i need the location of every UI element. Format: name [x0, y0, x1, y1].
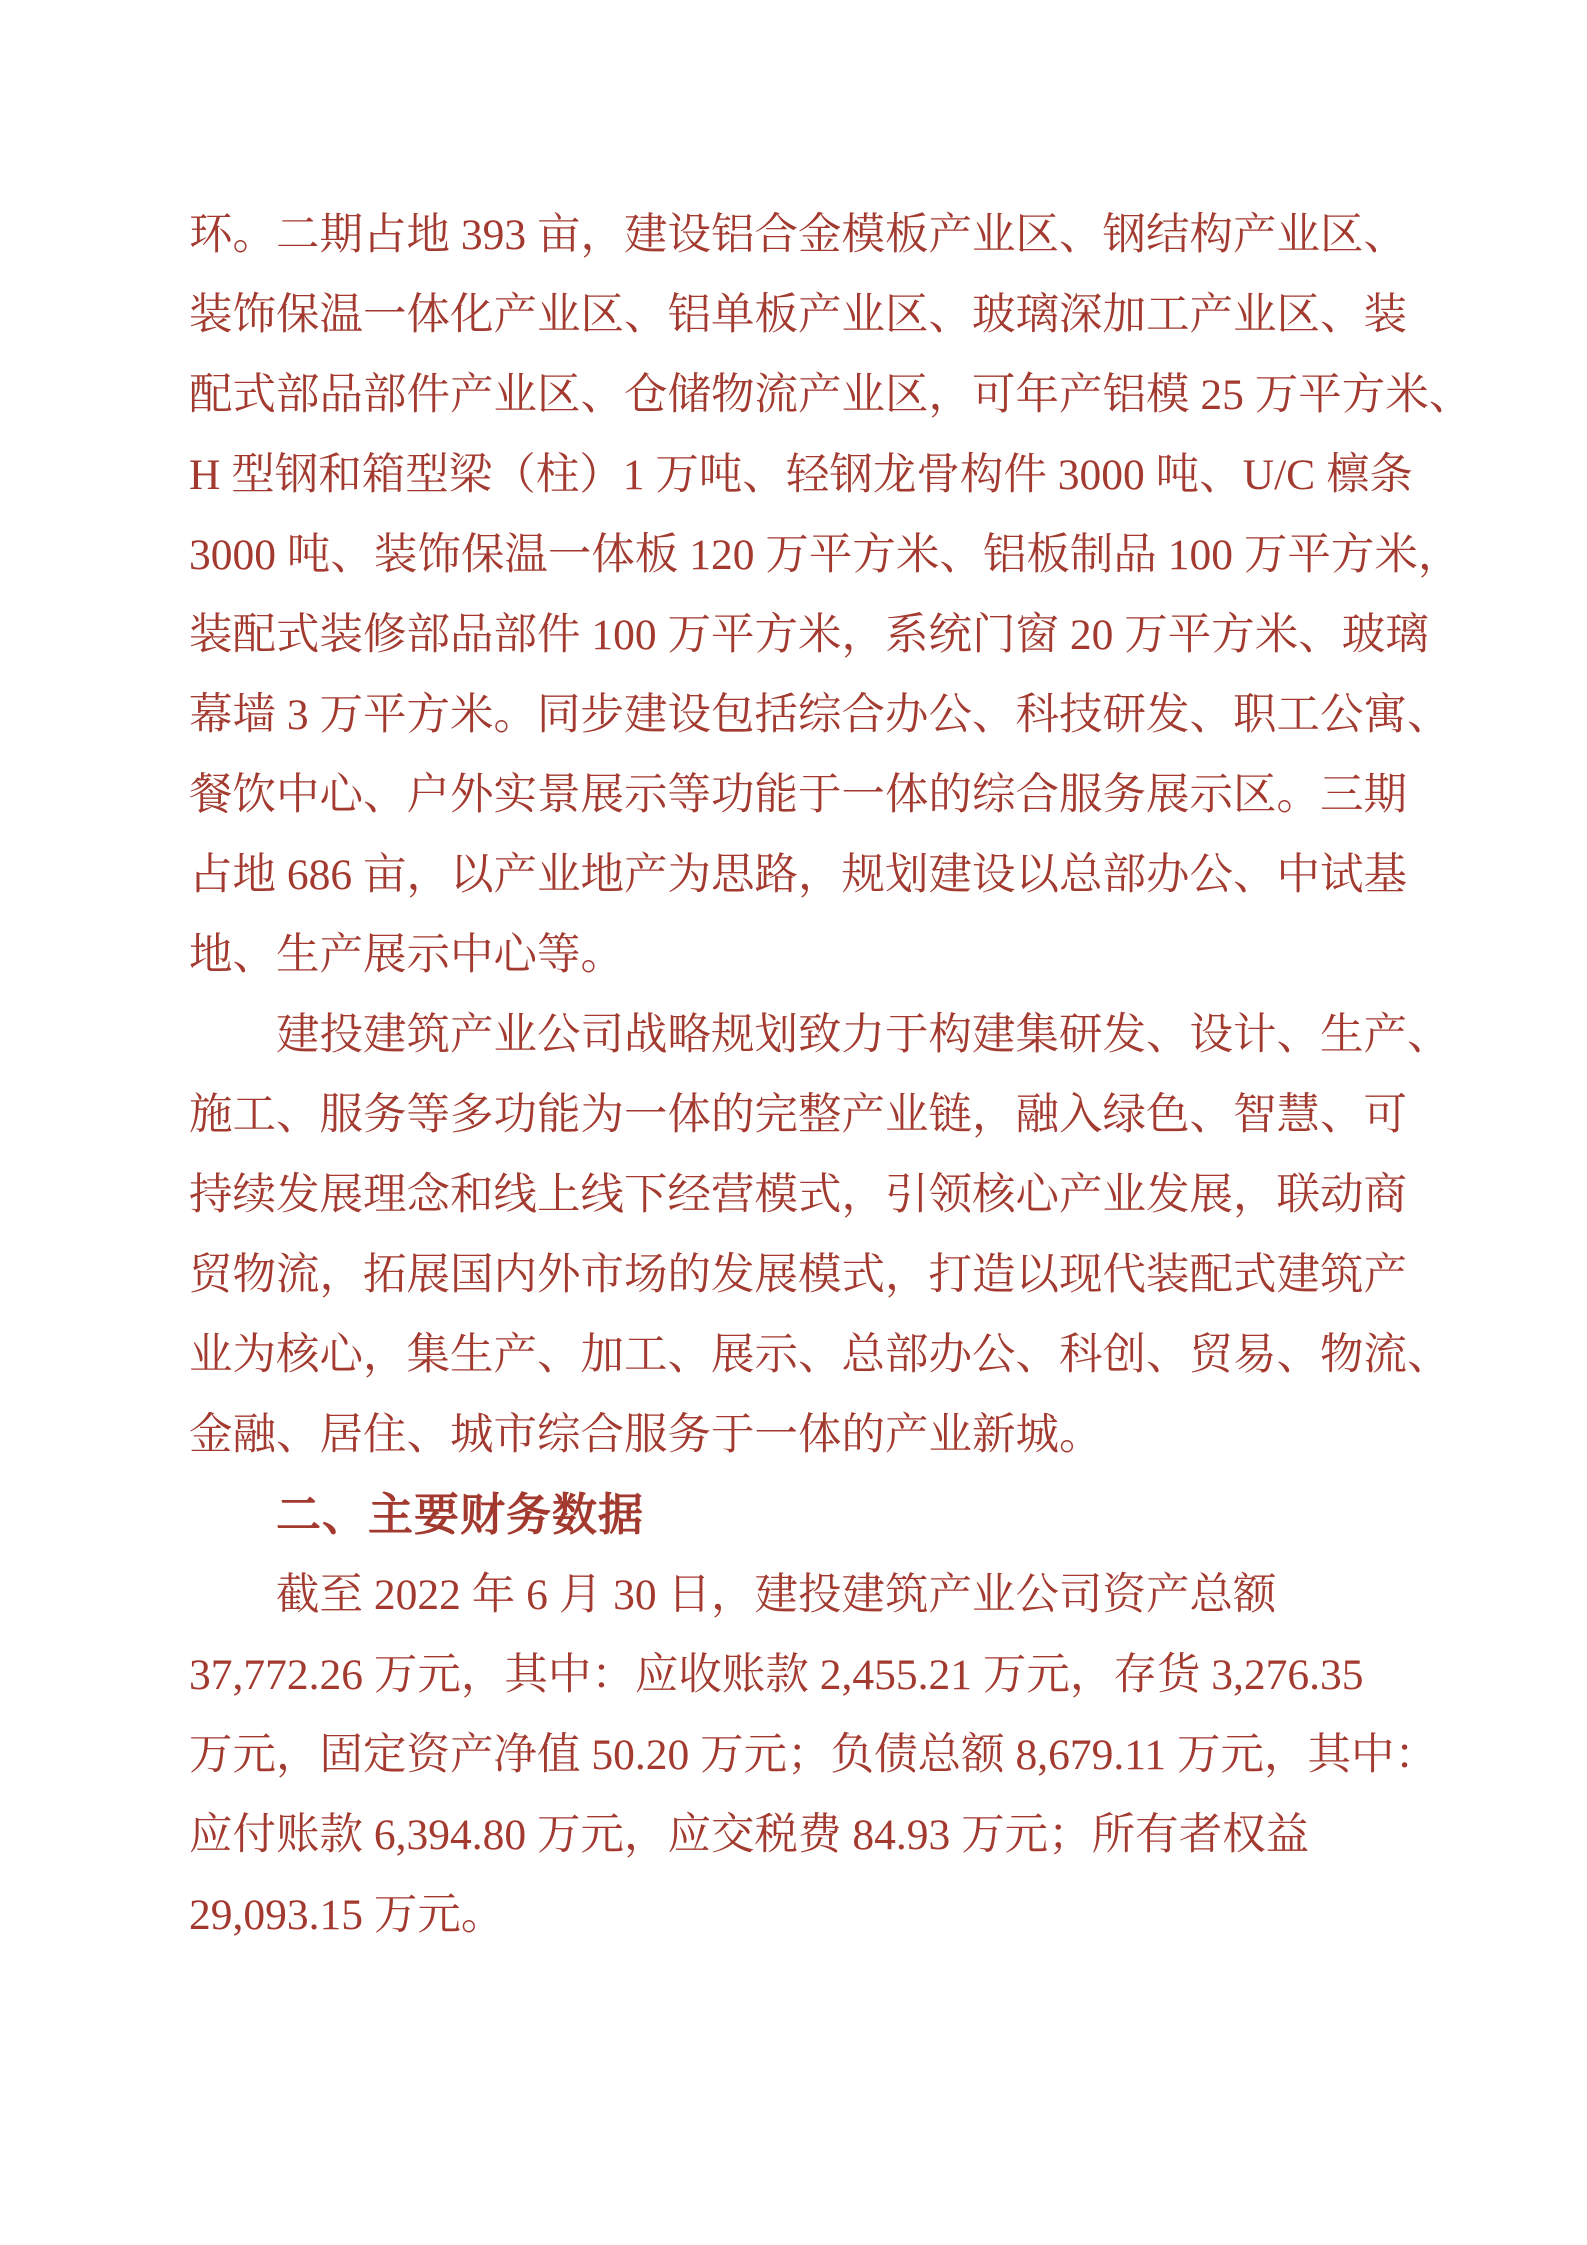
text-line: 万元，固定资产净值 50.20 万元；负债总额 8,679.11 万元，其中： [189, 1731, 1439, 1779]
text-line: 37,772.26 万元，其中：应收账款 2,455.21 万元，存货 3,276.35 [189, 1651, 1364, 1699]
text-line: 应付账款 6,394.80 万元，应交税费 84.93 万元；所有者权益 [189, 1811, 1310, 1859]
text-line: 持续发展理念和线上线下经营模式，引领核心产业发展，联动商 [189, 1171, 1407, 1219]
text-line: 贸物流，拓展国内外市场的发展模式，打造以现代装配式建筑产 [189, 1251, 1407, 1299]
text-line: 幕墙 3 万平方米。同步建设包括综合办公、科技研发、职工公寓、 [189, 691, 1451, 739]
text-line: 截至 2022 年 6 月 30 日，建投建筑产业公司资产总额 [276, 1571, 1277, 1619]
section-heading: 二、主要财务数据 [276, 1489, 645, 1540]
document-text-block [189, 195, 1473, 1955]
text-line: 地、生产展示中心等。 [189, 931, 624, 979]
text-line: 配式部品部件产业区、仓储物流产业区，可年产铝模 25 万平方米、 [189, 371, 1473, 419]
text-line: 占地 686 亩，以产业地产为思路，规划建设以总部办公、中试基 [189, 851, 1407, 899]
text-line: 装饰保温一体化产业区、铝单板产业区、玻璃深加工产业区、装 [189, 291, 1407, 339]
text-line: 建投建筑产业公司战略规划致力于构建集研发、设计、生产、 [276, 1011, 1451, 1059]
text-line: 餐饮中心、户外实景展示等功能于一体的综合服务展示区。三期 [189, 771, 1407, 819]
text-line: 环。二期占地 393 亩，建设铝合金模板产业区、钢结构产业区、 [189, 211, 1407, 259]
text-line: 3000 吨、装饰保温一体板 120 万平方米、铝板制品 100 万平方米， [189, 531, 1462, 579]
text-line: H 型钢和箱型梁（柱）1 万吨、轻钢龙骨构件 3000 吨、U/C 檩条 [189, 451, 1414, 499]
text-line: 29,093.15 万元。 [189, 1891, 505, 1939]
text-line: 业为核心，集生产、加工、展示、总部办公、科创、贸易、物流、 [189, 1331, 1451, 1379]
text-line: 装配式装修部品部件 100 万平方米，系统门窗 20 万平方米、玻璃 [189, 611, 1429, 659]
text-line: 施工、服务等多功能为一体的完整产业链，融入绿色、智慧、可 [189, 1091, 1407, 1139]
text-line: 金融、居住、城市综合服务于一体的产业新城。 [189, 1411, 1103, 1459]
